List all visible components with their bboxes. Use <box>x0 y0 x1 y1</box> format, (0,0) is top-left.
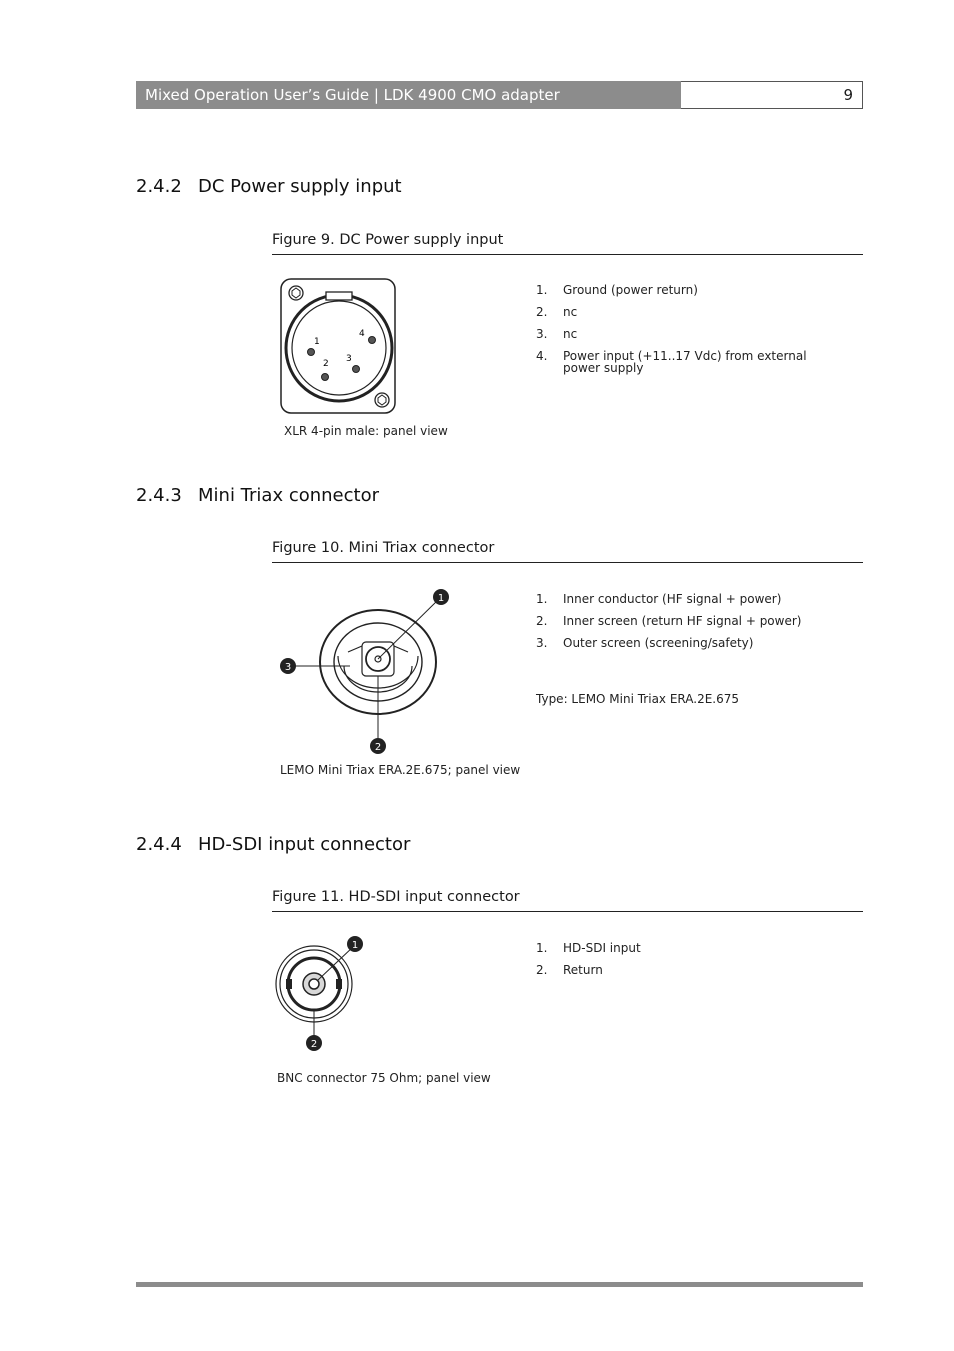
figure-note: XLR 4-pin male: panel view <box>284 424 448 438</box>
figure-caption-11: Figure 11. HD-SDI input connector <box>272 889 863 912</box>
pin-list-sdi <box>536 942 836 986</box>
pin-1 <box>308 349 315 356</box>
footer-rule <box>136 1282 863 1287</box>
list-item: 2. Inner screen (return HF signal + power) <box>536 614 802 628</box>
key-notch <box>326 292 352 300</box>
type-note: Type: LEMO Mini Triax ERA.2E.675 <box>536 692 740 706</box>
section-heading-2-4-3 <box>136 485 379 506</box>
section-title: HD-SDI input connector <box>198 834 411 855</box>
mini-triax-diagram <box>276 586 456 758</box>
pin-list-dc <box>536 284 836 383</box>
page-header <box>136 81 863 109</box>
pin-label-3: 3 <box>346 354 352 364</box>
pin-list-triax <box>536 593 836 659</box>
list-item: 1. Inner conductor (HF signal + power) <box>536 592 782 606</box>
list-item: 4. Power input (+11..17 Vdc) from external power supply <box>536 349 807 375</box>
bnc-connector-diagram <box>272 932 372 1056</box>
list-item: 2. Return <box>536 963 603 977</box>
callout-label-2: 2 <box>310 1039 318 1050</box>
pin-label-4: 4 <box>359 329 365 339</box>
callout-label-3: 3 <box>284 662 292 673</box>
section-number: 2.4.2 <box>136 176 182 197</box>
header-title: Mixed Operation User’s Guide | LDK 4900 CMO adapter <box>136 81 681 109</box>
pin-3 <box>353 366 360 373</box>
callout-label-1: 1 <box>351 940 359 951</box>
section-number: 2.4.3 <box>136 485 182 506</box>
section-heading-2-4-2 <box>136 176 402 197</box>
section-title: Mini Triax connector <box>198 485 379 506</box>
xlr-4pin-diagram <box>278 276 400 418</box>
figure-caption-9: Figure 9. DC Power supply input <box>272 232 863 255</box>
page-number: 9 <box>681 81 863 109</box>
center-pin <box>309 979 319 989</box>
pin-label-2: 2 <box>323 359 329 369</box>
figure-note: LEMO Mini Triax ERA.2E.675; panel view <box>280 763 521 777</box>
list-item: 2. nc <box>536 305 578 319</box>
section-number: 2.4.4 <box>136 834 182 855</box>
section-title: DC Power supply input <box>198 176 402 197</box>
list-item: 3. Outer screen (screening/safety) <box>536 636 754 650</box>
section-heading-2-4-4 <box>136 834 410 855</box>
list-item: 3. nc <box>536 327 578 341</box>
list-item: 1. Ground (power return) <box>536 283 698 297</box>
pin-4 <box>369 337 376 344</box>
bayonet-pin <box>286 979 292 989</box>
callout-label-2: 2 <box>374 742 382 753</box>
callout-label-1: 1 <box>437 593 445 604</box>
inner-ring <box>292 301 386 395</box>
pin-2 <box>322 374 329 381</box>
pin-label-1: 1 <box>314 337 320 347</box>
figure-note: BNC connector 75 Ohm; panel view <box>277 1071 491 1085</box>
bayonet-pin <box>336 979 342 989</box>
figure-caption-10: Figure 10. Mini Triax connector <box>272 540 863 563</box>
list-item: 1. HD-SDI input <box>536 941 641 955</box>
